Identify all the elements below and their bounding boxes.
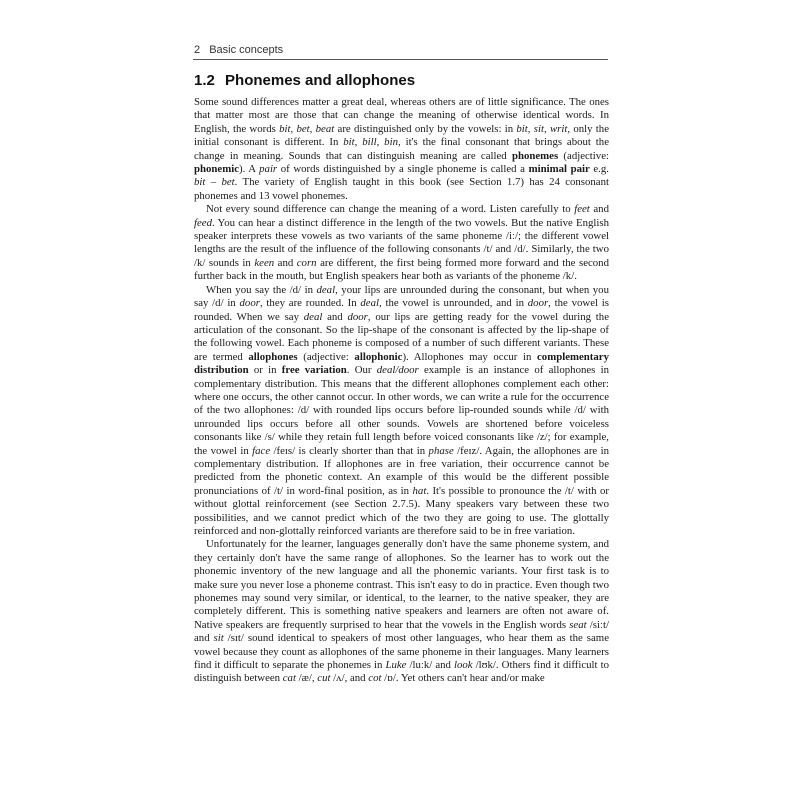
page-number: 2 <box>194 44 201 56</box>
italic-term: feed <box>194 216 212 229</box>
italic-term: bit, sit, writ, <box>516 122 571 135</box>
text-run: . You can hear a distinct difference in the length of the two vowels. But the native English speaker interprets these vowels as two variants of the same phoneme /iː/; the different vowel lengths are the result of the influence of the following consonants /t/ and /d/. Similarly, the two /k/ sounds in <box>194 216 609 269</box>
bold-term: allophonic <box>354 350 403 363</box>
text-run: /ɒ/. Yet others can't hear and/or make <box>381 672 545 685</box>
section-heading <box>194 72 415 89</box>
paragraph <box>194 203 609 283</box>
text-run: of words distinguished by a single phoneme is called a <box>277 163 529 176</box>
italic-term: bit, bet, beat <box>279 122 335 135</box>
italic-term: door <box>527 297 549 310</box>
text-run: /æ/, <box>295 672 318 685</box>
text-run: . Our <box>346 364 377 377</box>
italic-term: Luke <box>385 659 407 672</box>
paragraph <box>194 538 609 685</box>
text-run: , the vowel is unrounded, and in <box>378 297 528 310</box>
italic-term: cot <box>368 672 382 685</box>
text-run: only the initial consonant is different. In <box>194 122 610 149</box>
text-run: , our lips are getting ready for the vowel during the articulation of the consonant. So the lip-shape of the consonant is affected by the lip-shape of the following vowel. Each phoneme is composed of a number of such different variants. These are termed <box>194 310 609 363</box>
bold-term: allophones <box>248 350 298 363</box>
paragraph <box>194 96 609 203</box>
text-run: ). Allophones may occur in <box>402 350 538 363</box>
body-text <box>194 96 609 686</box>
section-title: Phonemes and allophones <box>225 72 416 89</box>
paragraph <box>194 284 609 539</box>
text-run: (adjective: <box>558 149 609 162</box>
text-run: /feɪz/. Again, the allophones are in complementary distribution. If allophones are in free variation, their occurrence cannot be predicted from the phonetic context. An example of this would be the different possible pronunciations of /t/ in word-final position, as in <box>194 444 609 497</box>
text-run: example is an instance of allophones in complementary distribution. This means that the different allophones complement each other: where one occurs, the other cannot occur. In other words, we can write a rule for the occurrence of the two allophones: /d/ with rounded lips occurs before lip-rounded sounds while /d/ with unrounded lips occurs before all other sounds. Vowels are shortened before voiceless consonants like /s/ while they retain full length before voiced consonants like /z/; for example, the vowel in <box>194 364 610 457</box>
section-number: 1.2 <box>194 72 215 89</box>
italic-term: sit <box>213 632 224 645</box>
italic-term: phase <box>428 444 454 457</box>
italic-term: deal/door <box>376 364 419 377</box>
italic-term: door <box>239 297 260 310</box>
bold-term: complementary distribution <box>194 350 609 377</box>
text-run: . It's possible to pronounce the /t/ with or without glottal reinforcement (see Section 2.7.5). Many speakers vary between these two possibilities, and we cannot predict which of the two they are going to use. The glottally reinforced and non-glottally reinforced variants are therefore said to be in free variation. <box>194 484 609 537</box>
italic-term: hat <box>412 484 427 497</box>
bold-term: minimal pair <box>528 163 590 176</box>
italic-term: bit – bet <box>194 176 235 189</box>
text-run: and <box>274 256 297 269</box>
italic-term: corn <box>296 256 317 269</box>
text-run: /siːt/ and <box>194 618 609 645</box>
italic-term: cat <box>282 672 296 685</box>
bold-term: free variation <box>281 364 347 377</box>
text-run: and <box>589 203 609 216</box>
italic-term: feet <box>574 203 590 216</box>
header-divider <box>193 59 608 60</box>
bold-term: phonemic <box>194 163 239 176</box>
text-run: /feɪs/ is clearly shorter than that in <box>270 444 429 457</box>
text-run: are different, the first being formed more forward and the second further back in the mouth, but English speakers hear both as variants of the phoneme /k/. <box>194 256 609 283</box>
text-run: it's the final consonant that brings about the change in meaning. Sounds that can distinguish meaning are called <box>194 136 609 162</box>
italic-term: bit, bill, bin, <box>343 136 401 149</box>
italic-term: look <box>453 659 473 672</box>
text-run: Not every sound difference can change the meaning of a word. Listen carefully to <box>206 203 575 216</box>
text-run: are distinguished only by the vowels: in <box>334 122 517 135</box>
bold-term: phonemes <box>511 149 559 162</box>
text-run: . The variety of English taught in this book (see Section 1.7) has 24 consonant phonemes and 13 vowel phonemes. <box>194 176 609 202</box>
text-run: Some sound differences matter a great deal, whereas others are of little significance. The ones that matter most are those that can change the meaning of otherwise identical words. In English, the words <box>194 96 609 135</box>
text-run: Unfortunately for the learner, languages generally don't have the same phoneme system, and they certainly don't have the same range of allophones. So the learner has to work out the phonemic inventory of the new language and all the phonemic variants. Your first task is to make sure you never lose a phoneme contrast. This isn't easy to do in practice. Even though two phonemes may sound very similar, or identical, to the learner, to the native speaker, they are completely different. This is something native speakers and learners are often not aware of. Native speakers are frequently surprised to hear that the vowels in the English words <box>194 538 609 631</box>
italic-term: seat <box>569 618 587 631</box>
italic-term: deal <box>303 310 323 323</box>
italic-term: deal <box>316 283 336 296</box>
text-run: , the vowel is rounded. When we say <box>194 297 609 323</box>
text-run: or in <box>248 364 282 377</box>
text-run: and <box>322 310 348 323</box>
italic-term: keen <box>254 256 275 269</box>
italic-term: face <box>252 444 271 457</box>
italic-term: deal <box>360 297 379 310</box>
italic-term: pair <box>259 163 278 176</box>
text-run: , your lips are unrounded during the consonant, but when you say /d/ in <box>194 283 609 310</box>
text-run: (adjective: <box>297 350 355 363</box>
text-run: /ʌ/, and <box>330 672 369 685</box>
text-run: /luːk/ and <box>406 659 454 672</box>
text-run: , they are rounded. In <box>259 297 361 310</box>
text-run: /lʊk/. Others find it difficult to distinguish between <box>194 659 609 685</box>
text-run: When you say the /d/ in <box>206 283 317 296</box>
text-run: ). A <box>239 163 260 176</box>
running-head <box>194 44 283 56</box>
italic-term: door <box>347 310 368 323</box>
text-run: e.g. <box>589 163 609 176</box>
chapter-title: Basic concepts <box>209 44 284 56</box>
italic-term: cut <box>317 672 331 685</box>
text-run: /sɪt/ sound identical to speakers of most other languages, who hear them as the same vowel because they count as allophones of the same phoneme in their languages. Many learners find it difficult to separate the phonemes in <box>194 632 609 672</box>
